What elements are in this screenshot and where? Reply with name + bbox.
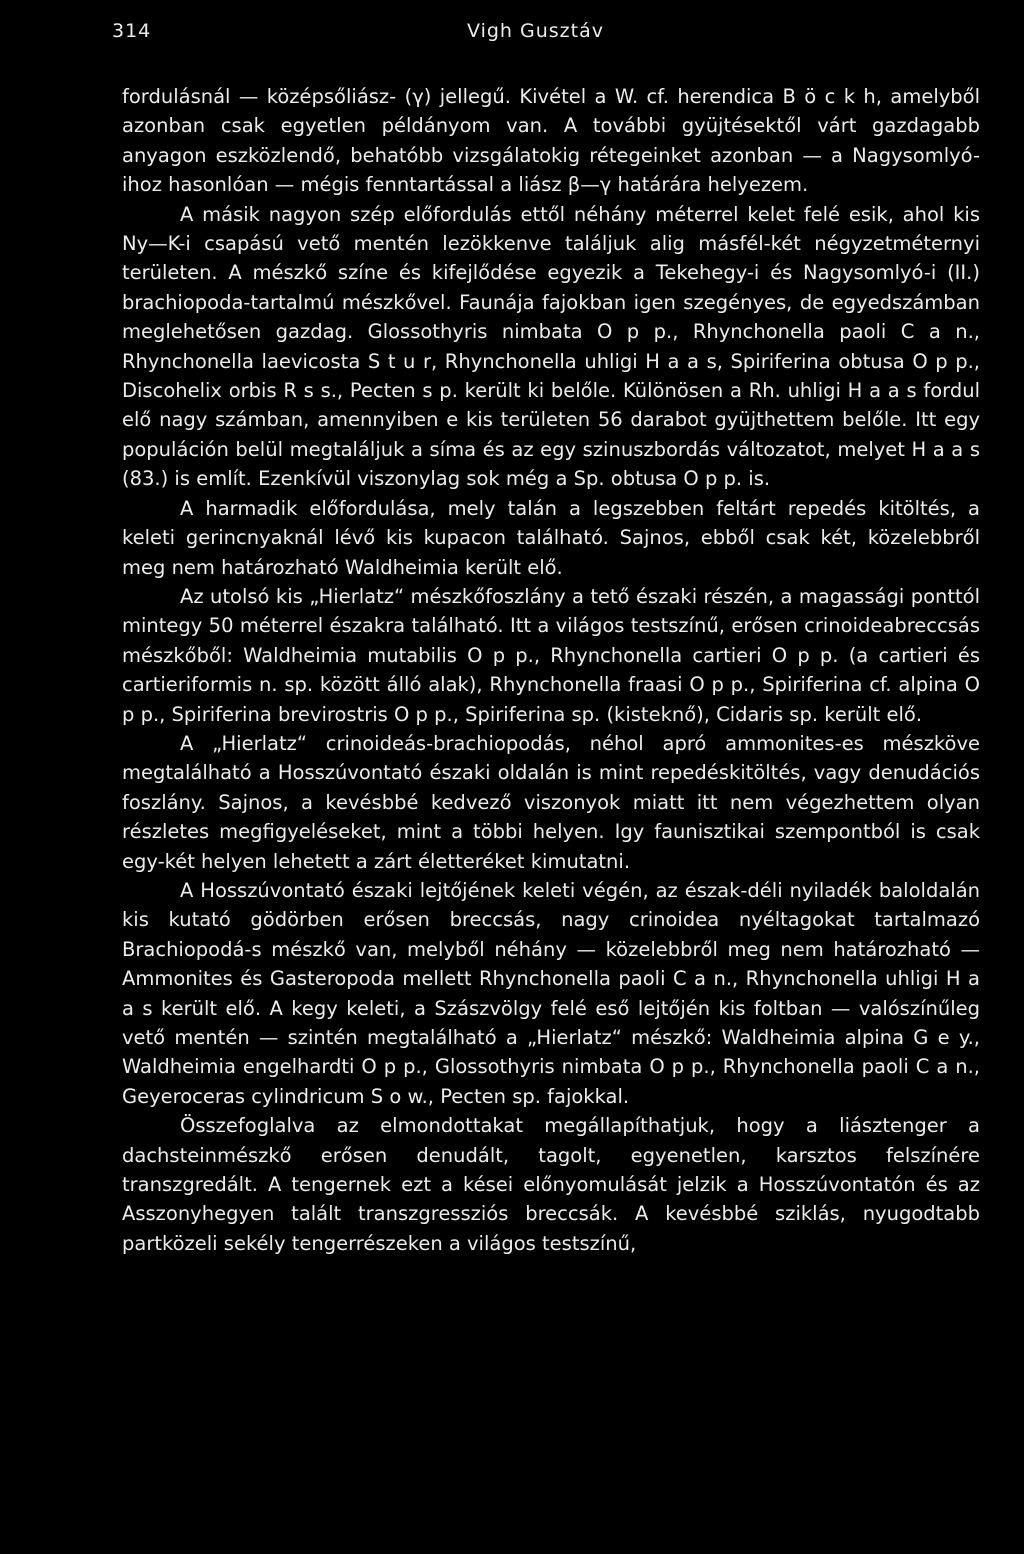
paragraph-4: Az utolsó kis „Hierlatz“ mészkőfoszlány a tető északi részén, a magassági ponttól mintegy 50 méterrel északra található. Itt a világos testszínű, erősen crinoideabreccsás mészkőből: Waldheimia mutabilis O p p., Rhynchonella cartieri O p p. (a cartieri és cartieriformis n. sp. között álló alak), Rhynchonella fraasi O p p., Spiriferina cf. alpina O p p., Spiriferina brevirostris O p p., Spiriferina sp. (kisteknő), Cidaris sp. került elő. xyxy=(122,584,980,726)
body-text xyxy=(122,82,980,1258)
paragraph-3: A harmadik előfordulása, mely talán a legszebben feltárt repedés kitöltés, a keleti gerincnyaknál lévő kis kupacon található. Sajnos, ebből csak két, közelebbről meg nem határozható Waldheimia került elő. xyxy=(122,496,980,579)
paragraph-7: Összefoglalva az elmondottakat megállapíthatjuk, hogy a liásztenger a dachsteinmészkő erősen denudált, tagolt, egyenetlen, karsztos felszínére transzgredált. A tengernek ezt a kései előnyomulását jelzik a Hosszúvontatón és az Asszonyhegyen talált transzgressziós breccsák. A kevésbbé sziklás, nyugodtabb partközeli sekély tengerrészeken a világos testszínű, xyxy=(122,1114,980,1255)
page-header xyxy=(112,20,912,50)
paragraph-2: A másik nagyon szép előfordulás ettől néhány méterrel kelet felé esik, ahol kis Ny—K-i csapású vető mentén lezökkenve találjuk alig másfél-két négyzetméternyi területen. A mészkő színe és kifejlődése egyezik a Tekehegy-i és Nagysomlyó-i (II.) brachiopoda-tartalmú mészkővel. Faunája fajokban igen szegényes, de egyedszámban meglehetősen gazdag. Glossothyris nimbata O p p., Rhynchonella paoli C a n., Rhynchonella laevicosta S t u r, Rhynchonella uhligi H a a s, Spiriferina obtusa O p p., Discohelix orbis R s s., Pecten s p. került ki belőle. Különösen a Rh. uhligi H a a s fordul elő nagy számban, amennyiben e kis területen 56 darabot gyüjthettem belőle. Itt egy populáción belül megtaláljuk a síma és az egy szinuszbordás változatot, melyet H a a s (83.) is említ. Ezenkívül viszonylag sok még a Sp. obtusa O p p. is. xyxy=(122,202,980,491)
paragraph-6: A Hosszúvontató északi lejtőjének keleti végén, az észak-déli nyiladék baloldalán kis kutató gödörben erősen breccsás, nagy crinoidea nyéltagokat tartalmazó Brachiopodá-s mészkő van, melyből néhány — közelebbről meg nem határozható — Ammonites és Gasteropoda mellett Rhynchonella paoli C a n., Rhynchonella uhligi H a a s került elő. A kegy keleti, a Szászvölgy felé eső lejtőjén kis foltban — valószínűleg vető mentén — szintén megtalálható a „Hierlatz“ mészkő: Waldheimia alpina G e y., Waldheimia engelhardti O p p., Glossothyris nimbata O p p., Rhynchonella paoli C a n., Geyeroceras cylindricum S o w., Pecten sp. fajokkal. xyxy=(122,878,980,1108)
running-title: Vigh Gusztáv xyxy=(467,20,604,42)
page-number: 314 xyxy=(112,20,152,42)
paragraph-5: A „Hierlatz“ crinoideás-brachiopodás, néhol apró ammonites-es mészköve megtalálható a Hosszúvontató északi oldalán is mint repedéskitöltés, vagy denudációs foszlány. Sajnos, a kevésbbé kedvező viszonyok miatt itt nem végezhettem olyan részletes megfigyeléseket, mint a többi helyen. Igy faunisztikai szempontból is csak egy-két helyen lehetett a zárt életteréket kimutatni. xyxy=(122,731,980,873)
paragraph-1: fordulásnál — középsőliász- (γ) jellegű. Kivétel a W. cf. herendica B ö c k h, amelyből azonban csak egyetlen példányom van. A további gyüjtésektől várt gazdagabb anyagon eszközlendő, behatóbb vizsgálatokig rétegeinket azonban — a Nagysomlyó-ihoz hasonlóan — mégis fenntartással a liász β—γ határára helyezem. xyxy=(122,85,980,197)
